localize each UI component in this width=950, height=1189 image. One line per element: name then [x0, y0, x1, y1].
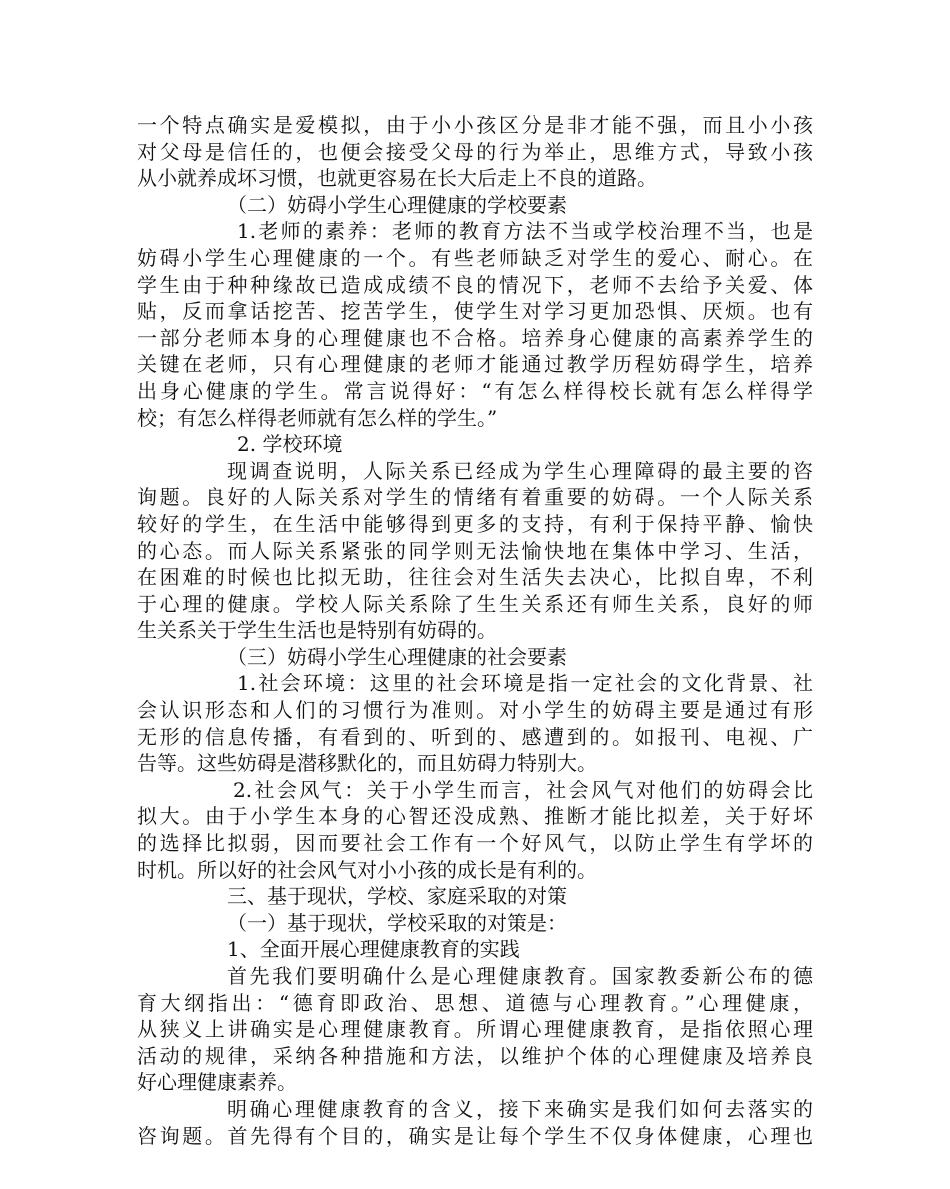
text-line: 好心理健康素养。: [137, 1070, 297, 1095]
text-line: 生关系关于学生生活也是特别有妨碍的。: [137, 618, 497, 643]
text-line: 从小就养成坏习惯，也就更容易在长大后走上不良的道路。: [137, 166, 657, 191]
text-line: 贴，反而拿话挖苦、挖苦学生，使学生对学习更加恐惧、厌烦。也有: [137, 299, 813, 324]
subsection-heading: 2. 学校环境: [237, 432, 343, 457]
text-line: 从狭义上讲确实是心理健康教育。所谓心理健康教育，是指依照心理: [137, 1017, 813, 1042]
text-line: 较好的学生，在生活中能够得到更多的支持，有利于保持平静、愉快: [137, 511, 813, 536]
text-line: 关键在老师，只有心理健康的老师才能通过教学历程妨碍学生，培养: [137, 352, 813, 377]
text-line: 无形的信息传播，有看到的、听到的、感遭到的。如报刊、电视、广: [137, 724, 813, 749]
text-line: 咨询题。首先得有个目的，确实是让每个学生不仅身体健康，心理也: [137, 1123, 813, 1148]
body-text: [137, 112, 813, 1149]
text-line: 一个特点确实是爱模拟，由于小小孩区分是非才能不强，而且小小孩: [137, 113, 813, 137]
section-heading: （二）妨碍小学生心理健康的学校要素: [227, 192, 567, 217]
text-line: 拟大。由于小学生本身的心智还没成熟、推断才能比拟差，关于好坏: [137, 804, 813, 829]
text-line: 的选择比拟弱，因而要社会工作有一个好风气，以防止学生有学坏的: [137, 831, 813, 856]
text-line: 明确心理健康教育的含义，接下来确实是我们如何去落实的: [227, 1096, 813, 1121]
text-line: 对父母是信任的，也便会接受父母的行为举止，思维方式，导致小孩: [137, 139, 813, 164]
text-line: 会认识形态和人们的习惯行为准则。对小学生的妨碍主要是通过有形: [137, 698, 813, 723]
text-line: 妨碍小学生心理健康的一个。有些老师缺乏对学生的爱心、耐心。在: [137, 245, 813, 270]
text-line: 时机。所以好的社会风气对小小孩的成长是有利的。: [137, 857, 597, 882]
text-line: 询题。良好的人际关系对学生的情绪有着重要的妨碍。一个人际关系: [137, 485, 813, 510]
text-line: 活动的规律，采纳各种措施和方法，以维护个体的心理健康及培养良: [137, 1043, 813, 1068]
chapter-heading: 三、基于现状，学校、家庭采取的对策: [227, 884, 567, 909]
text-line: 育大纲指出：“德育即政治、思想、道德与心理教育。”心理健康，: [137, 990, 813, 1015]
section-heading: （一）基于现状，学校采取的对策是：: [227, 910, 567, 935]
text-line: 告等。这些妨碍是潜移默化的，而且妨碍力特别大。: [137, 751, 597, 776]
text-line: 首先我们要明确什么是心理健康教育。国家教委新公布的德: [227, 964, 813, 988]
text-line: 1.社会环境：这里的社会环境是指一定社会的文化背景、社: [237, 671, 813, 696]
text-line: 1.老师的素养：老师的教育方法不当或学校治理不当，也是: [237, 219, 813, 244]
text-line: 的心态。而人际关系紧张的同学则无法愉快地在集体中学习、生活，: [137, 538, 813, 563]
text-line: 2.社会风气：关于小学生而言，社会风气对他们的妨碍会比: [233, 777, 813, 802]
section-heading: （三）妨碍小学生心理健康的社会要素: [227, 644, 567, 669]
text-line: 学生由于种种缘故已造成成绩不良的情况下，老师不去给予关爱、体: [137, 272, 813, 297]
text-line: 一部分老师本身的心理健康也不合格。培养身心健康的高素养学生的: [137, 325, 813, 350]
text-line: 校；有怎么样得老师就有怎么样的学生。”: [137, 405, 498, 430]
text-line: 出身心健康的学生。常言说得好：“有怎么样得校长就有怎么样得学: [137, 378, 813, 403]
text-line: 于心理的健康。学校人际关系除了生生关系还有师生关系，良好的师: [137, 591, 813, 616]
subsection-heading: 1、全面开展心理健康教育的实践: [227, 937, 520, 962]
text-line: 现调查说明，人际关系已经成为学生心理障碍的最主要的咨: [227, 458, 813, 483]
text-line: 在困难的时候也比拟无助，往往会对生活失去决心，比拟自卑，不利: [137, 565, 813, 590]
